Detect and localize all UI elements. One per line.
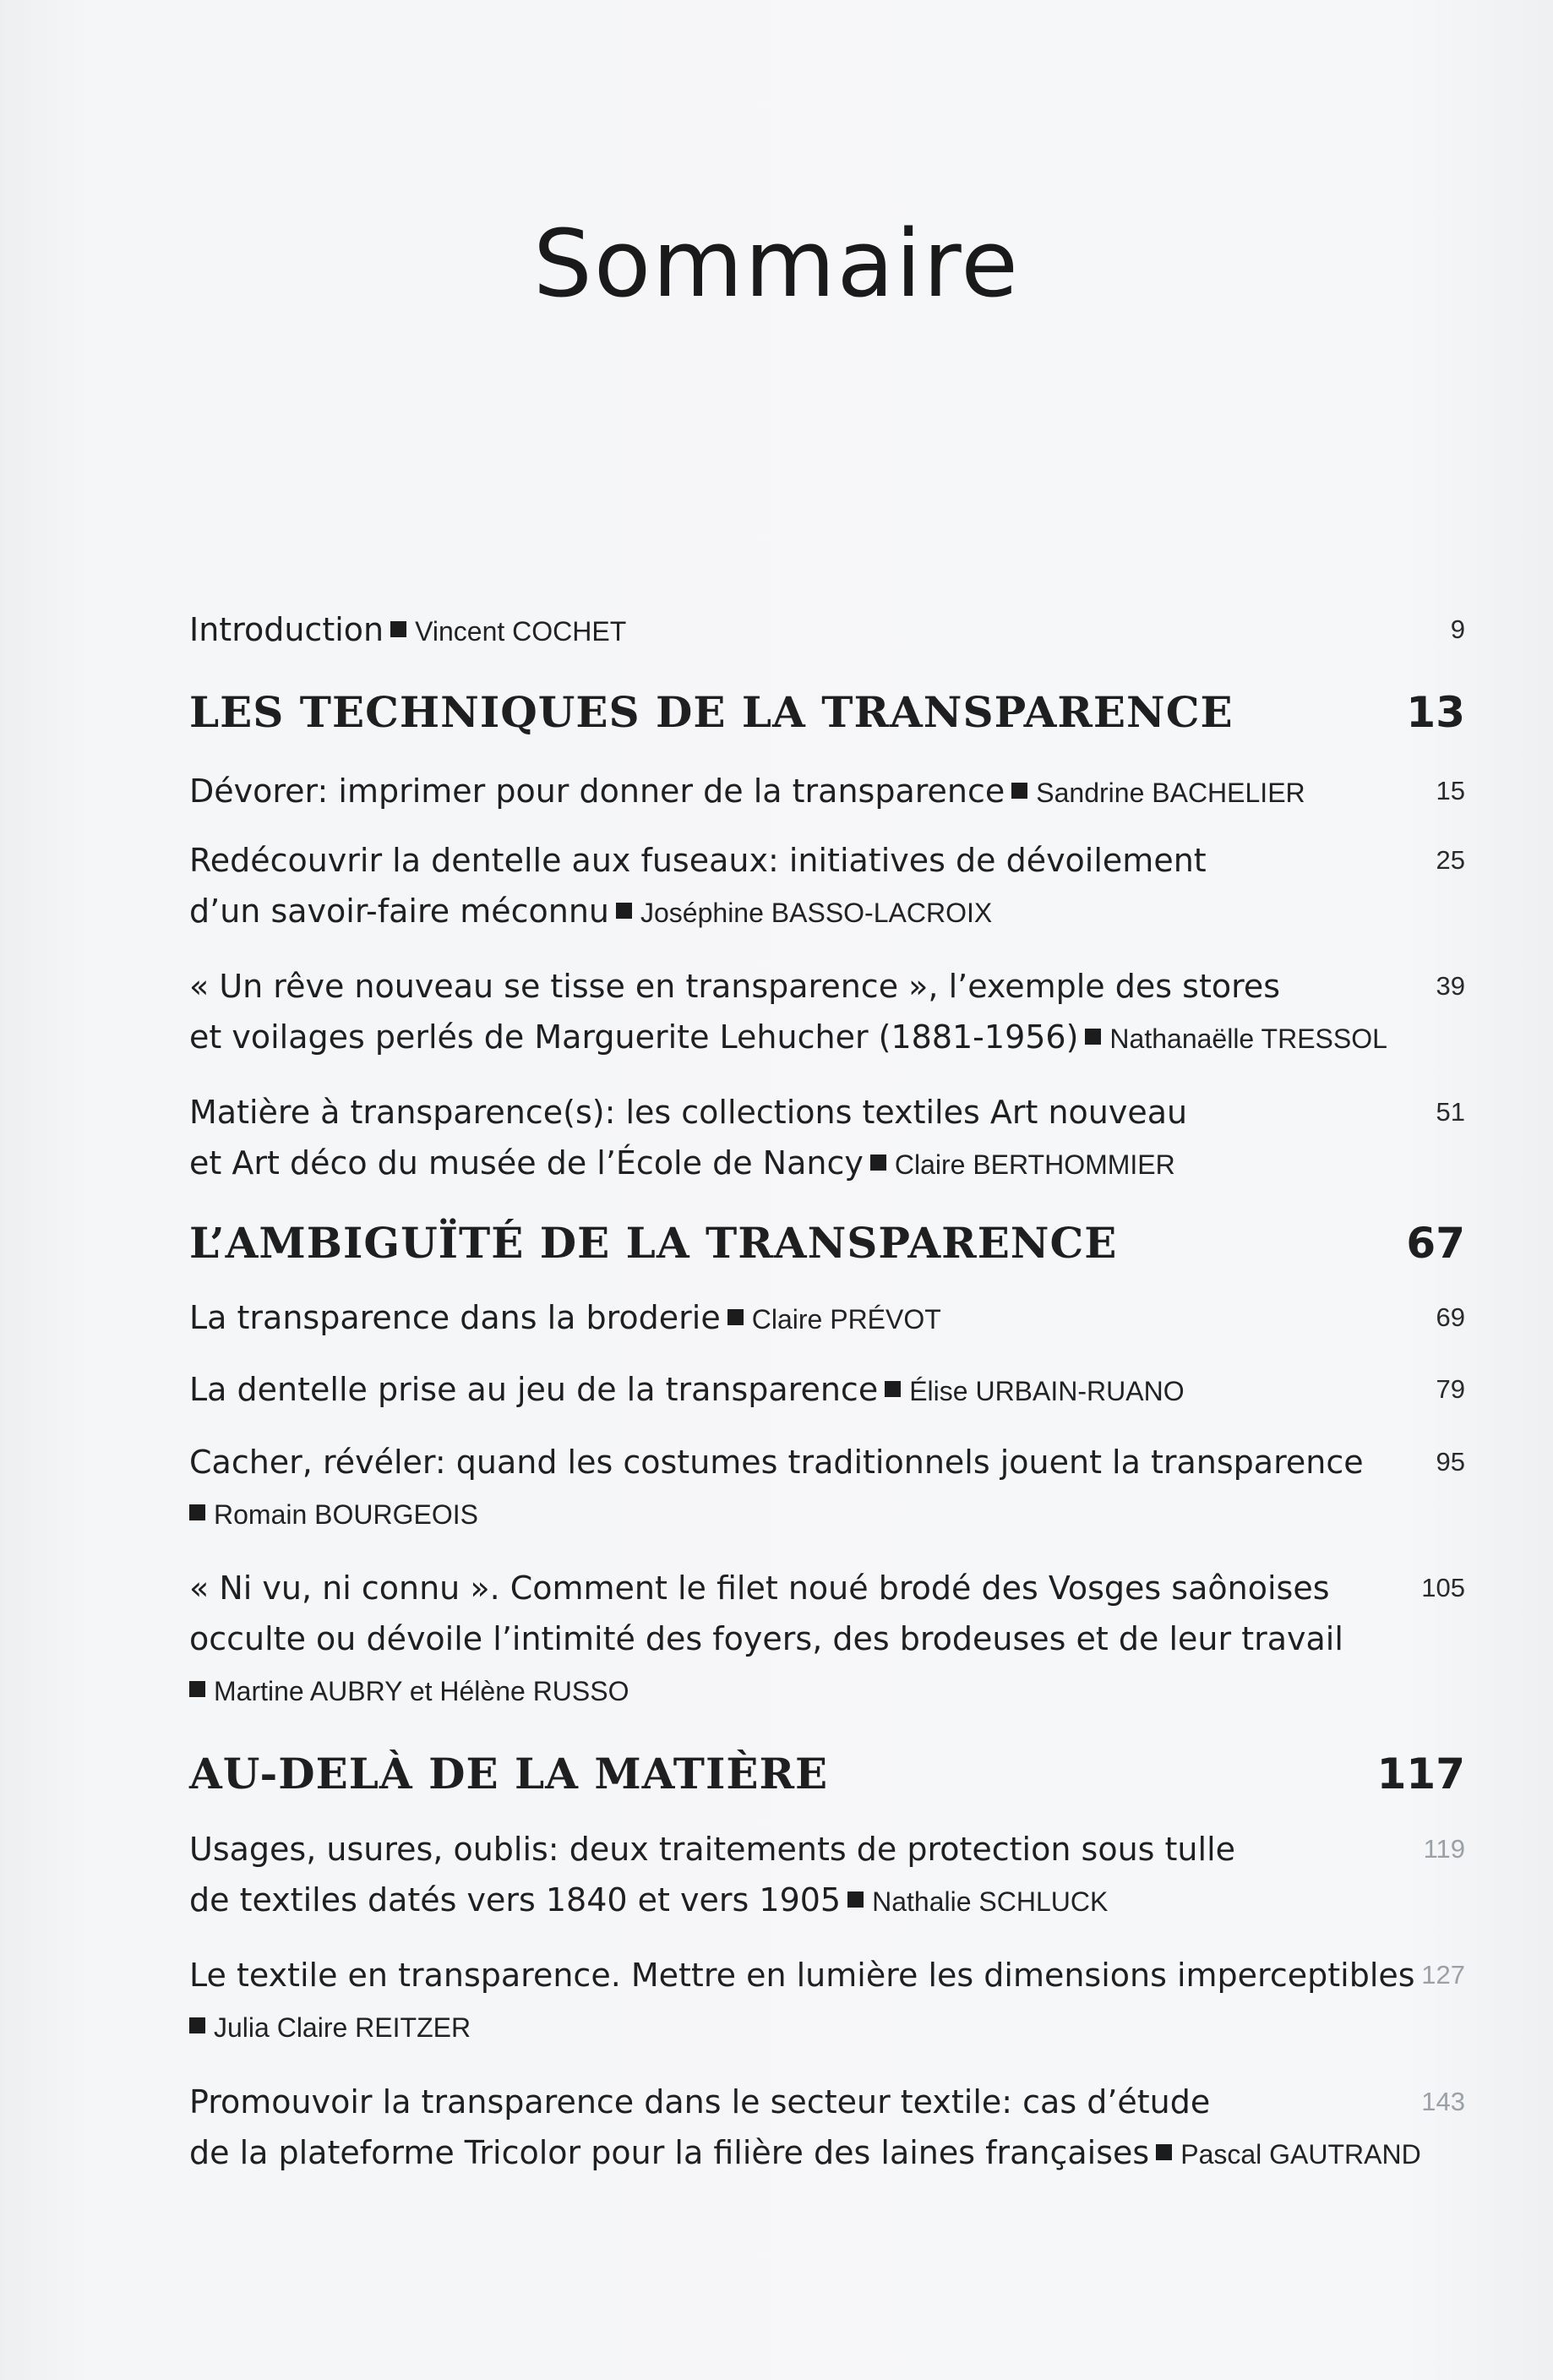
section-page-number: 13 xyxy=(1406,688,1465,737)
entry-page-number: 25 xyxy=(1436,845,1465,875)
entry-title-text: Dévorer: imprimer pour donner de la transparence xyxy=(189,772,1005,810)
entry-title-line xyxy=(189,886,1465,938)
toc-entry xyxy=(189,1364,1465,1417)
entry-title-text: Introduction xyxy=(189,611,384,648)
entry-author-line xyxy=(189,1664,1465,1717)
bullet-square-icon xyxy=(189,1681,205,1697)
bullet-square-icon xyxy=(885,1381,901,1397)
entry-page-number: 15 xyxy=(1436,776,1465,805)
entry-title-line xyxy=(189,766,1465,818)
toc-entry xyxy=(189,1087,1465,1190)
bullet-square-icon xyxy=(1156,2144,1172,2160)
toc-entry xyxy=(189,2077,1465,2180)
toc-entry xyxy=(189,1563,1465,1717)
bullet-square-icon xyxy=(189,1504,205,1520)
entry-author: Martine AUBRY et Hélène RUSSO xyxy=(214,1676,629,1706)
entry-title-text: et Art déco du musée de l’École de Nancy xyxy=(189,1144,864,1182)
entry-author: Julia Claire REITZER xyxy=(214,2012,471,2043)
entry-page-number: 79 xyxy=(1436,1374,1465,1404)
entry-author: Pascal GAUTRAND xyxy=(1180,2139,1421,2170)
entry-title-line xyxy=(189,1875,1465,1927)
entry-author: Claire PRÉVOT xyxy=(751,1304,941,1335)
section-title: L’AMBIGUÏTÉ DE LA TRANSPARENCE xyxy=(189,1218,1118,1268)
toc-entry xyxy=(189,1292,1465,1345)
section-heading xyxy=(189,1744,1465,1804)
bullet-square-icon xyxy=(189,2017,205,2033)
entry-author: Claire BERTHOMMIER xyxy=(894,1149,1175,1180)
bullet-square-icon xyxy=(616,903,632,919)
entry-title-line xyxy=(189,1087,1465,1138)
toc-entry xyxy=(189,1824,1465,1927)
entry-page-number: 39 xyxy=(1436,971,1465,1001)
entry-title-line xyxy=(189,1138,1465,1190)
toc-entry xyxy=(189,604,1465,657)
entry-title-text: Redécouvrir la dentelle aux fuseaux: initiatives de dévoilement xyxy=(189,842,1207,879)
section-page-number: 67 xyxy=(1406,1219,1465,1268)
bullet-square-icon xyxy=(727,1309,744,1325)
entry-title-line xyxy=(189,1012,1465,1064)
entry-title-line xyxy=(189,1364,1465,1417)
bullet-square-icon xyxy=(847,1891,864,1908)
toc-entry xyxy=(189,1950,1465,2053)
entry-title-line xyxy=(189,835,1465,886)
entry-title-text: Le textile en transparence. Mettre en lumière les dimensions imperceptibles xyxy=(189,1957,1415,1994)
bullet-square-icon xyxy=(1011,783,1027,799)
section-heading xyxy=(189,683,1465,742)
bullet-square-icon xyxy=(870,1155,886,1171)
toc-entry xyxy=(189,1437,1465,1540)
entry-title-line xyxy=(189,2127,1465,2180)
entry-page-number: 95 xyxy=(1436,1447,1465,1477)
entry-title-line xyxy=(189,1950,1465,2001)
entry-title-line xyxy=(189,1437,1465,1488)
bullet-square-icon xyxy=(1085,1029,1101,1045)
entry-title-text: d’un savoir-faire méconnu xyxy=(189,892,609,930)
entry-title-text: La dentelle prise au jeu de la transparence xyxy=(189,1371,879,1408)
entry-title-text: Matière à transparence(s): les collections textiles Art nouveau xyxy=(189,1094,1188,1131)
entry-title-text: et voilages perlés de Marguerite Lehucher (1881-1956) xyxy=(189,1018,1079,1056)
entry-title-text: « Ni vu, ni connu ». Comment le filet noué brodé des Vosges saônoises xyxy=(189,1569,1330,1607)
entry-title-line xyxy=(189,1613,1465,1664)
entry-page-number: 143 xyxy=(1421,2087,1465,2116)
entry-title-line xyxy=(189,1824,1465,1875)
toc-entry xyxy=(189,766,1465,818)
entry-author-line xyxy=(189,1488,1465,1540)
section-heading xyxy=(189,1214,1465,1273)
bullet-square-icon xyxy=(390,621,406,637)
entry-author: Romain BOURGEOIS xyxy=(214,1499,478,1530)
section-page-number: 117 xyxy=(1376,1750,1465,1799)
entry-title-text: de la plateforme Tricolor pour la filière des laines françaises xyxy=(189,2134,1150,2171)
toc-entry xyxy=(189,835,1465,938)
page-title: Sommaire xyxy=(533,210,1020,318)
entry-title-line xyxy=(189,604,1465,657)
entry-title-line xyxy=(189,2077,1465,2127)
entry-title-text: Cacher, révéler: quand les costumes traditionnels jouent la transparence xyxy=(189,1444,1364,1481)
entry-page-number: 105 xyxy=(1421,1573,1465,1602)
entry-page-number: 69 xyxy=(1436,1302,1465,1332)
entry-title-line xyxy=(189,1292,1465,1345)
entry-page-number: 127 xyxy=(1421,1960,1465,1990)
entry-author: Sandrine BACHELIER xyxy=(1036,778,1305,808)
entry-page-number: 51 xyxy=(1436,1097,1465,1127)
entry-author: Nathalie SCHLUCK xyxy=(872,1886,1109,1917)
entry-title-text: Promouvoir la transparence dans le secteur textile: cas d’étude xyxy=(189,2083,1211,2121)
entry-author: Nathanaëlle TRESSOL xyxy=(1109,1024,1387,1054)
entry-author: Élise URBAIN-RUANO xyxy=(909,1376,1185,1406)
entry-author-line xyxy=(189,2001,1465,2053)
entry-page-number: 119 xyxy=(1423,1834,1465,1864)
toc-entry xyxy=(189,961,1465,1064)
entry-title-text: Usages, usures, oublis: deux traitements de protection sous tulle xyxy=(189,1831,1236,1868)
entry-title-text: de textiles datés vers 1840 et vers 1905 xyxy=(189,1881,842,1919)
entry-title-text: occulte ou dévoile l’intimité des foyers, des brodeuses et de leur travail xyxy=(189,1620,1343,1657)
entry-page-number: 9 xyxy=(1450,614,1465,644)
entry-title-text: « Un rêve nouveau se tisse en transparence », l’exemple des stores xyxy=(189,968,1281,1005)
section-title: LES TECHNIQUES DE LA TRANSPARENCE xyxy=(189,687,1234,737)
entry-title-line xyxy=(189,961,1465,1012)
entry-author: Joséphine BASSO-LACROIX xyxy=(640,898,993,928)
entry-title-text: La transparence dans la broderie xyxy=(189,1299,721,1336)
section-title: AU-DELÀ DE LA MATIÈRE xyxy=(189,1749,829,1799)
entry-title-line xyxy=(189,1563,1465,1613)
entry-author: Vincent COCHET xyxy=(415,616,627,647)
